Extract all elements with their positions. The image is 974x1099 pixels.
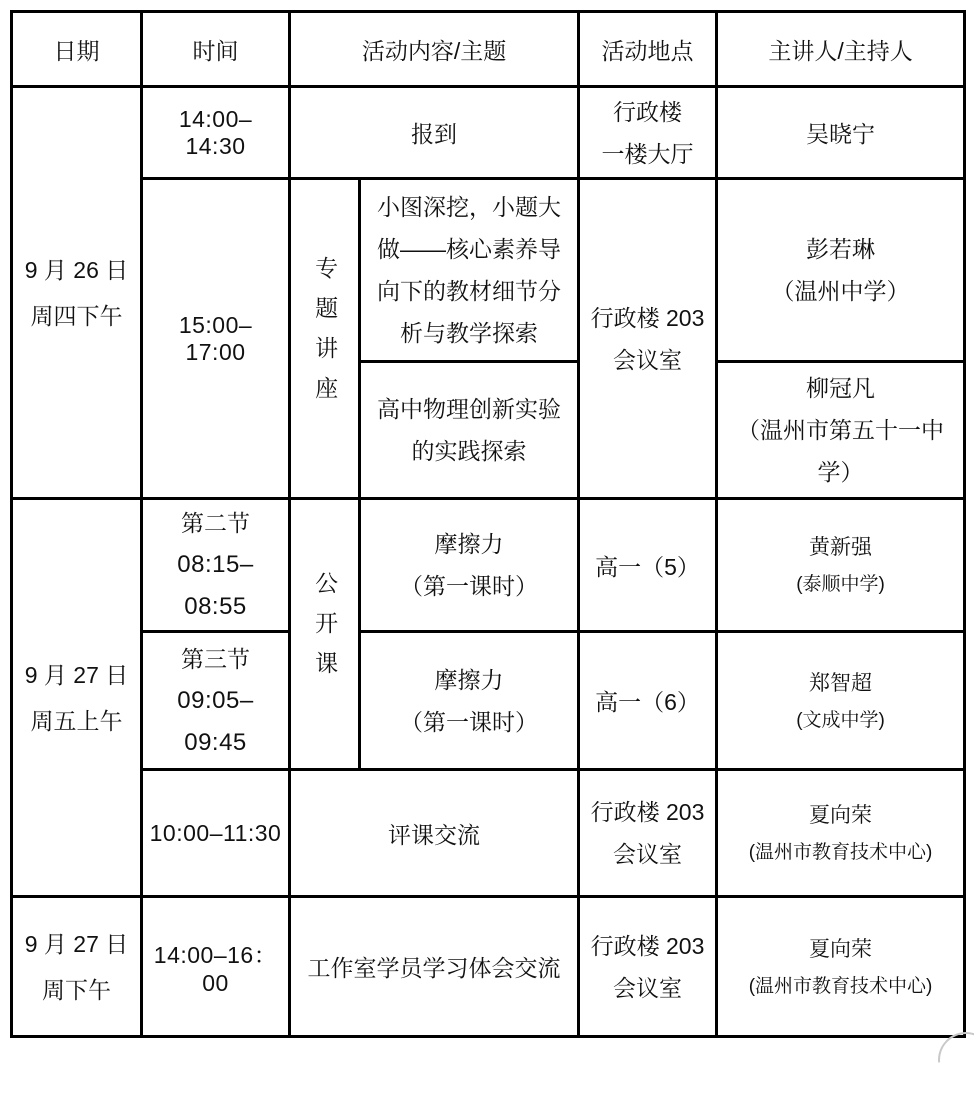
time-cell-sharing: 14:00–16：00 xyxy=(142,897,290,1037)
row-class-1 xyxy=(12,499,965,632)
speaker-name: 夏向荣 xyxy=(809,804,873,827)
activity-type-cell-lectures xyxy=(290,179,360,499)
topic-line-1: 摩擦力 xyxy=(434,666,504,693)
row-checkin xyxy=(12,87,965,179)
time-range: 09:05–09:45 xyxy=(177,686,254,756)
time-cell-lectures: 15:00–17:00 xyxy=(142,179,290,499)
row-lecture-1 xyxy=(12,179,965,362)
location-cell-lectures xyxy=(579,179,717,499)
date-line-2: 周五上午 xyxy=(30,707,123,734)
date-line-2: 周下午 xyxy=(42,976,111,1003)
date-line-1: 9 月 26 日 xyxy=(24,256,129,283)
speaker-org: (温州市教育技术中心) xyxy=(748,842,933,863)
header-cell-date: 日期 xyxy=(12,12,142,87)
period-label: 第二节 xyxy=(181,510,250,536)
row-class-2 xyxy=(12,632,965,770)
activity-cell-checkin: 报到 xyxy=(290,87,579,179)
row-sharing xyxy=(12,897,965,1037)
speaker-org: （温州中学） xyxy=(771,278,910,304)
location-line-2: 一楼大厅 xyxy=(601,140,694,167)
location-line-1: 行政楼 203 xyxy=(590,932,705,959)
time-cell-review: 10:00–11:30 xyxy=(142,770,290,897)
location-line-2: 会议室 xyxy=(613,974,683,1001)
time-cell-class-2 xyxy=(142,632,290,770)
header-cell-speaker: 主讲人/主持人 xyxy=(717,12,965,87)
location-line-1: 行政楼 203 xyxy=(590,799,705,825)
topic-cell-class-2 xyxy=(360,632,579,770)
topic-line-2: （第一课时） xyxy=(400,573,538,599)
location-cell-sharing xyxy=(579,897,717,1037)
speaker-cell-review xyxy=(717,770,965,897)
activity-type-cell-openclass xyxy=(290,499,360,770)
location-line-1: 行政楼 xyxy=(613,98,683,125)
speaker-org: （温州市第五十一中学） xyxy=(737,417,945,485)
date-cell-day3 xyxy=(12,897,142,1037)
header-row xyxy=(12,12,965,87)
speaker-cell-class-1 xyxy=(717,499,965,632)
vertical-label-openclass: 公开课 xyxy=(312,571,339,691)
time-range: 08:15–08:55 xyxy=(177,551,254,620)
speaker-cell-lecture-2 xyxy=(717,362,965,499)
speaker-name: 夏向荣 xyxy=(809,937,873,961)
location-cell-checkin xyxy=(579,87,717,179)
date-line-1: 9 月 27 日 xyxy=(24,661,129,688)
schedule-table xyxy=(10,10,966,1038)
topic-cell-lecture-1: 小图深挖，小题大做——核心素养导向下的教材细节分析与教学探索 xyxy=(360,179,579,362)
header-cell-content: 活动内容/主题 xyxy=(290,12,579,87)
location-line-1: 行政楼 203 xyxy=(590,304,705,331)
speaker-name: 郑智超 xyxy=(809,671,873,695)
header-cell-time: 时间 xyxy=(142,12,290,87)
time-cell-checkin: 14:00–14:30 xyxy=(142,87,290,179)
speaker-org: (文成中学) xyxy=(796,709,885,731)
header-cell-location: 活动地点 xyxy=(579,12,717,87)
speaker-cell-sharing xyxy=(717,897,965,1037)
date-line-1: 9 月 27 日 xyxy=(24,930,129,957)
vertical-label-lecture: 专题讲座 xyxy=(312,255,339,416)
topic-cell-class-1 xyxy=(360,499,579,632)
date-cell-day1 xyxy=(12,87,142,499)
date-cell-day2 xyxy=(12,499,142,897)
activity-cell-review: 评课交流 xyxy=(290,770,579,897)
period-label: 第三节 xyxy=(181,645,250,672)
time-cell-class-1 xyxy=(142,499,290,632)
date-line-2: 周四下午 xyxy=(30,302,123,329)
location-line-2: 会议室 xyxy=(613,841,683,867)
row-review xyxy=(12,770,965,897)
location-cell-class-1: 高一（5） xyxy=(579,499,717,632)
location-line-2: 会议室 xyxy=(613,346,683,373)
location-cell-class-2: 高一（6） xyxy=(579,632,717,770)
topic-line-2: （第一课时） xyxy=(400,708,538,735)
speaker-cell-checkin: 吴晓宁 xyxy=(717,87,965,179)
speaker-name: 彭若琳 xyxy=(806,236,876,262)
speaker-name: 黄新强 xyxy=(809,536,873,559)
speaker-org: (温州市教育技术中心) xyxy=(748,975,933,997)
speaker-name: 柳冠凡 xyxy=(806,375,876,401)
activity-cell-sharing: 工作室学员学习体会交流 xyxy=(290,897,579,1037)
topic-line-1: 摩擦力 xyxy=(434,531,504,557)
location-cell-review xyxy=(579,770,717,897)
speaker-cell-class-2 xyxy=(717,632,965,770)
speaker-cell-lecture-1 xyxy=(717,179,965,362)
topic-cell-lecture-2: 高中物理创新实验的实践探索 xyxy=(360,362,579,499)
speaker-org: (泰顺中学) xyxy=(796,574,885,595)
